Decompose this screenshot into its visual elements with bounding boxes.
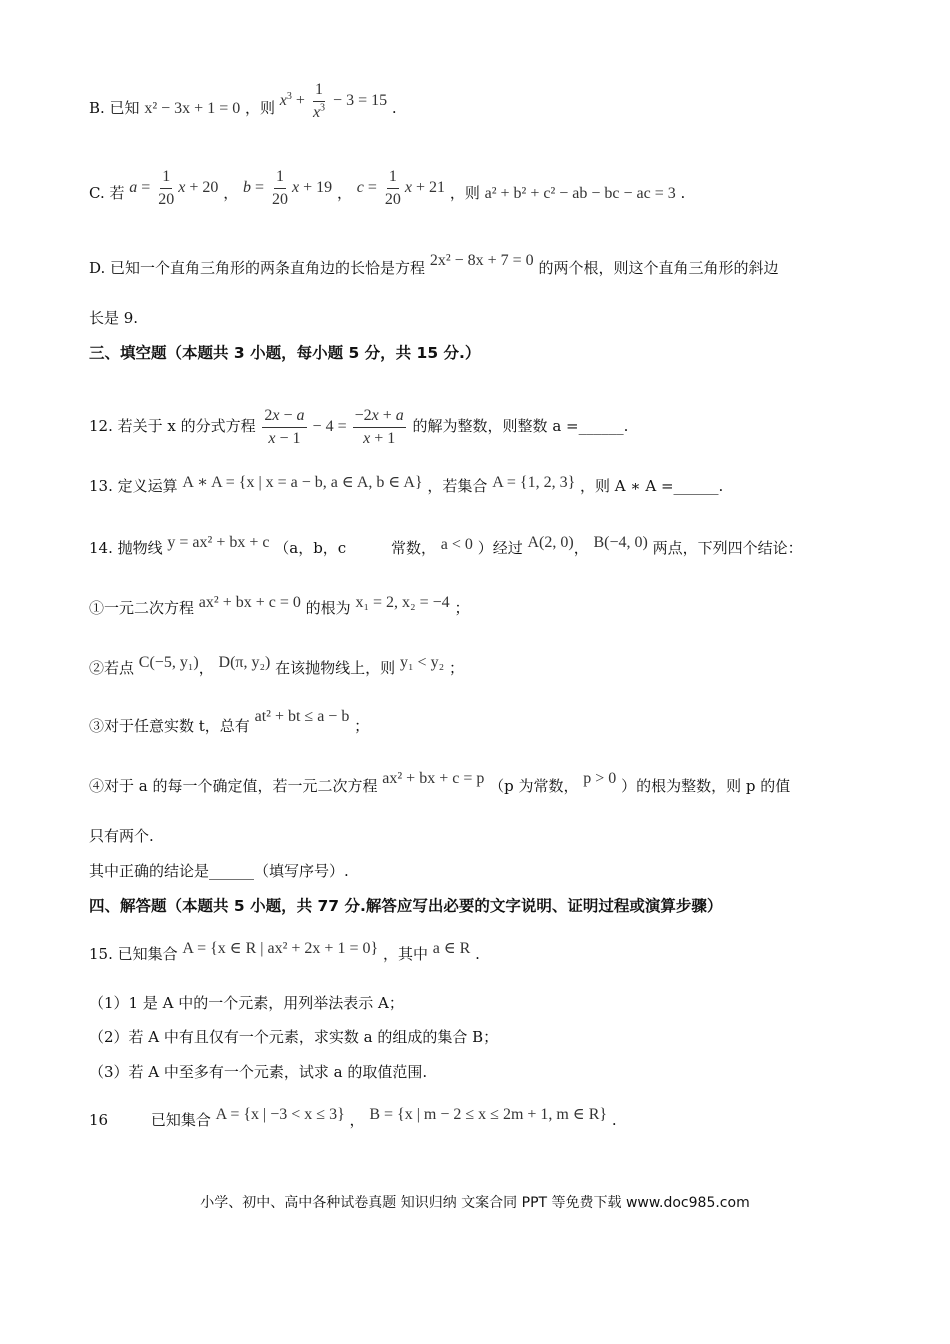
item-c-result: a² + b² + c² − ab − bc − ac = 3 — [484, 185, 676, 203]
q16-set-a: A = {x | −3 < x ≤ 3} — [215, 1106, 345, 1123]
item-c-b-def: b = $\frac{1}{20}$ x + 19 — [243, 168, 333, 208]
question-13: 13. 定义运算 A ∗ A = {x | x = a − b, a ∈ A, b ∈ A} ，若集合 A = {1, 2, 3} ，则 A ∗ A =______. — [89, 474, 724, 495]
q14-condition: a < 0 — [440, 536, 473, 553]
item-d-line2: 长是 9. — [89, 309, 139, 327]
q15-condition: a ∈ R — [432, 940, 471, 957]
q14-conclusion-2: ②若点 C(−5, y₁)， D(π, y₂) 在该抛物线上，则 y₁ < y₂ ； — [89, 654, 464, 677]
q14-parabola: y = ax² + bx + c — [167, 534, 270, 551]
q16-set-b: B = {x | m − 2 ≤ x ≤ 2m + 1, m ∈ R} — [369, 1106, 608, 1123]
q12-equation: $\frac{2x - a}{x - 1}$ − 4 = $\frac{-2x + a}{x + 1}$ — [264, 407, 404, 447]
item-b-result: $x^3$ + $\frac{1}{x^3}$ − 3 = 15 — [279, 81, 388, 121]
question-14: 14. 抛物线 y = ax² + bx + c （a，b，c 常数， a < 0 ）经过 A(2, 0)， B(−4, 0) 两点，下列四个结论： — [89, 534, 803, 557]
q14-conclusion-4-line2: 只有两个. — [89, 827, 154, 845]
q15-part-3: （3）若 A 中至多有一个元素，试求 a 的取值范围. — [89, 1063, 428, 1081]
question-16: 16 已知集合 A = {x | −3 < x ≤ 3} ， B = {x | m − 2 ≤ x ≤ 2m + 1, m ∈ R} . — [89, 1106, 617, 1129]
q14-point-b: B(−4, 0) — [593, 534, 648, 551]
section-3-title: 三、填空题（本题共 3 小题，每小题 5 分，共 15 分.） — [89, 344, 481, 362]
item-d-equation: 2x² − 8x + 7 = 0 — [429, 252, 534, 269]
q14-conclusion-3: ③对于任意实数 t，总有 at² + bt ≤ a − b ； — [89, 708, 370, 735]
item-d-line1: D. 已知一个直角三角形的两条直角边的长恰是方程 2x² − 8x + 7 = 0 的两个根，则这个直角三角形的斜边 — [89, 252, 779, 277]
q15-set: A = {x ∈ R | ax² + 2x + 1 = 0} — [182, 940, 379, 957]
page-footer: 小学、初中、高中各种试卷真题 知识归纳 文案合同 PPT 等免费下载 www.doc985.com — [200, 1195, 750, 1211]
item-c: C. 若 a = $\frac{1}{20}$ x + 20 ， b = $\frac{1}{20}$ x + 19 ， c = $\frac{1}{20}$ x + 21 ，则 a² + b² + c² − ab − bc − ac = 3 . — [89, 168, 686, 208]
q15-part-1: （1）1 是 A 中的一个元素，用列举法表示 A； — [89, 994, 404, 1012]
q13-definition: A ∗ A = {x | x = a − b, a ∈ A, b ∈ A} — [182, 474, 423, 491]
q14-answer: 其中正确的结论是______（填写序号）. — [89, 862, 349, 880]
section-4-title: 四、解答题（本题共 5 小题，共 77 分.解答应写出必要的文字说明、证明过程或演算步骤） — [89, 897, 723, 915]
q14-conclusion-1: ①一元二次方程 ax² + bx + c = 0 的根为 x₁ = 2, x₂ = −4 ； — [89, 594, 470, 617]
item-b-condition: x² − 3x + 1 = 0 — [144, 100, 241, 118]
item-c-a-def: a = $\frac{1}{20}$ x + 20 — [129, 168, 219, 208]
q15-part-2: （2）若 A 中有且仅有一个元素，求实数 a 的组成的集合 B； — [89, 1028, 499, 1046]
q14-point-a: A(2, 0) — [527, 534, 574, 551]
item-b: B. 已知 x² − 3x + 1 = 0 ，则 $x^3$ + $\frac{1}{x^3}$ − 3 = 15 . — [89, 81, 397, 121]
q13-set: A = {1, 2, 3} — [492, 474, 576, 491]
question-12: 12. 若关于 x 的分式方程 $\frac{2x - a}{x - 1}$ − 4 = $\frac{-2x + a}{x + 1}$ 的解为整数，则整数 a =______. — [89, 407, 629, 447]
item-c-c-def: c = $\frac{1}{20}$ x + 21 — [356, 168, 446, 208]
question-15: 15. 已知集合 A = {x ∈ R | ax² + 2x + 1 = 0} ，其中 a ∈ R . — [89, 940, 480, 963]
q14-conclusion-4: ④对于 a 的每一个确定值，若一元二次方程 ax² + bx + c = p （p 为常数， p > 0 ）的根为整数，则 p 的值 — [89, 770, 791, 795]
